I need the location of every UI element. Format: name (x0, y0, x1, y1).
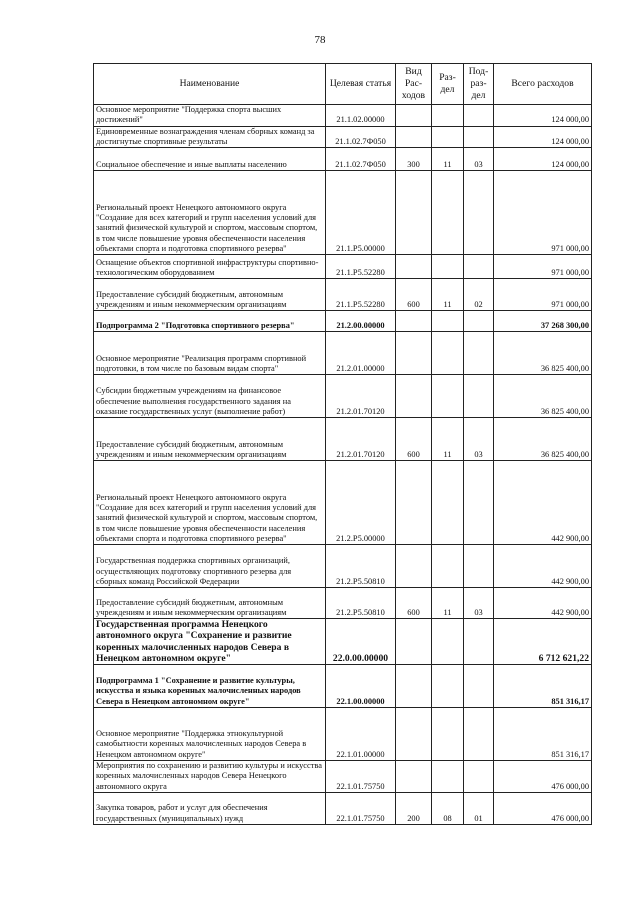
cell-subsection: 02 (464, 279, 494, 311)
cell-section: 11 (432, 588, 464, 619)
cell-subsection (464, 126, 494, 148)
header-name: Наименование (94, 64, 326, 105)
cell-target: 21.1.P5.52280 (326, 255, 396, 279)
cell-name: Подпрограмма 1 "Сохранение и развитие культуры, искусства и языка коренных малочисленных народов Севера в Ненецком автономном округе" (94, 665, 326, 708)
header-subsection: Под-раз-дел (464, 64, 494, 105)
budget-table (93, 63, 592, 825)
cell-target: 21.2.00.00000 (326, 311, 396, 332)
cell-total: 37 268 300,00 (494, 311, 592, 332)
cell-type (396, 375, 432, 418)
cell-name: Мероприятия по сохранению и развитию культуры и искусства коренных малочисленных народов Севера Ненецкого автономного округа (94, 761, 326, 793)
cell-subsection (464, 332, 494, 375)
cell-name: Предоставление субсидий бюджетным, автономным учреждениям и иным некоммерческим организациям (94, 279, 326, 311)
cell-type: 200 (396, 793, 432, 825)
cell-total: 124 000,00 (494, 105, 592, 127)
cell-total: 476 000,00 (494, 793, 592, 825)
cell-total: 442 900,00 (494, 588, 592, 619)
cell-target: 21.2.P5.50810 (326, 545, 396, 588)
table-row (94, 255, 592, 279)
table-row (94, 665, 592, 708)
cell-total: 124 000,00 (494, 148, 592, 171)
page-number: 78 (314, 34, 326, 46)
cell-target: 21.1.P5.00000 (326, 171, 396, 255)
table-row (94, 708, 592, 761)
table-row (94, 105, 592, 127)
cell-section (432, 126, 464, 148)
cell-target: 21.2.P5.50810 (326, 588, 396, 619)
table-row (94, 332, 592, 375)
cell-type (396, 105, 432, 127)
cell-section (432, 665, 464, 708)
cell-type: 300 (396, 148, 432, 171)
cell-target: 21.1.02.7Ф050 (326, 148, 396, 171)
table-row (94, 588, 592, 619)
header-type: Вид Рас-ходов (396, 64, 432, 105)
cell-total: 124 000,00 (494, 126, 592, 148)
cell-target: 21.2.01.70120 (326, 375, 396, 418)
cell-total: 6 712 621,22 (494, 619, 592, 665)
cell-section: 11 (432, 418, 464, 461)
cell-type (396, 126, 432, 148)
cell-target: 22.0.00.00000 (326, 619, 396, 665)
table-row (94, 148, 592, 171)
cell-section (432, 545, 464, 588)
cell-type: 600 (396, 418, 432, 461)
table-row (94, 793, 592, 825)
cell-target: 21.1.02.00000 (326, 105, 396, 127)
cell-subsection (464, 761, 494, 793)
cell-total: 971 000,00 (494, 171, 592, 255)
cell-total: 36 825 400,00 (494, 418, 592, 461)
table-row (94, 375, 592, 418)
cell-name: Основное мероприятие "Поддержка спорта высших достижений" (94, 105, 326, 127)
cell-section (432, 375, 464, 418)
cell-name: Предоставление субсидий бюджетным, автономным учреждениям и иным некоммерческим организациям (94, 418, 326, 461)
cell-section (432, 332, 464, 375)
cell-section (432, 461, 464, 545)
cell-section (432, 619, 464, 665)
cell-type (396, 255, 432, 279)
cell-total: 851 316,17 (494, 665, 592, 708)
cell-section (432, 761, 464, 793)
header-row (94, 64, 592, 105)
cell-subsection (464, 255, 494, 279)
cell-subsection (464, 311, 494, 332)
cell-name: Социальное обеспечение и иные выплаты населению (94, 148, 326, 171)
cell-total: 442 900,00 (494, 545, 592, 588)
cell-section: 08 (432, 793, 464, 825)
cell-subsection: 01 (464, 793, 494, 825)
cell-target: 22.1.00.00000 (326, 665, 396, 708)
header-section: Раз-дел (432, 64, 464, 105)
table-body (94, 105, 592, 825)
cell-name: Предоставление субсидий бюджетным, автономным учреждениям и иным некоммерческим организациям (94, 588, 326, 619)
cell-subsection: 03 (464, 418, 494, 461)
cell-section (432, 105, 464, 127)
cell-name: Государственная программа Ненецкого автономного округа "Сохранение и развитие коренных малочисленных народов Севера в Ненецком автономном округе" (94, 619, 326, 665)
table-row (94, 619, 592, 665)
cell-target: 22.1.01.75750 (326, 761, 396, 793)
cell-name: Закупка товаров, работ и услуг для обеспечения государственных (муниципальных) нужд (94, 793, 326, 825)
cell-section: 11 (432, 279, 464, 311)
table-row (94, 461, 592, 545)
cell-name: Субсидии бюджетным учреждениям на финансовое обеспечение выполнения государственного задания на оказание государственных услуг (выполнение работ) (94, 375, 326, 418)
cell-type (396, 311, 432, 332)
cell-target: 21.1.02.7Ф050 (326, 126, 396, 148)
cell-type (396, 332, 432, 375)
cell-name: Государственная поддержка спортивных организаций, осуществляющих подготовку спортивного резерва для сборных команд Российской Федерации (94, 545, 326, 588)
table-row (94, 126, 592, 148)
cell-type: 600 (396, 588, 432, 619)
cell-type (396, 619, 432, 665)
cell-target: 22.1.01.75750 (326, 793, 396, 825)
cell-total: 442 900,00 (494, 461, 592, 545)
table-row (94, 311, 592, 332)
cell-total: 36 825 400,00 (494, 332, 592, 375)
cell-target: 21.2.01.00000 (326, 332, 396, 375)
cell-name: Региональный проект Ненецкого автономного округа "Создание для всех категорий и групп населения условий для занятий физической культурой и спортом, массовым спортом, в том числе повышение уровня обеспеченности населения объектами спорта и подготовка спортивного резерва" (94, 461, 326, 545)
cell-type (396, 171, 432, 255)
cell-target: 21.2.P5.00000 (326, 461, 396, 545)
cell-type: 600 (396, 279, 432, 311)
cell-type (396, 708, 432, 761)
header-target: Целевая статья (326, 64, 396, 105)
cell-name: Подпрограмма 2 "Подготовка спортивного резерва" (94, 311, 326, 332)
cell-subsection (464, 375, 494, 418)
cell-total: 971 000,00 (494, 279, 592, 311)
cell-name: Оснащение объектов спортивной инфраструктуры спортивно-технологическим оборудованием (94, 255, 326, 279)
cell-type (396, 665, 432, 708)
cell-subsection: 03 (464, 588, 494, 619)
cell-subsection (464, 619, 494, 665)
cell-total: 971 000,00 (494, 255, 592, 279)
header-total: Всего расходов (494, 64, 592, 105)
cell-type (396, 461, 432, 545)
cell-subsection (464, 665, 494, 708)
cell-type (396, 545, 432, 588)
table-row (94, 171, 592, 255)
cell-section (432, 171, 464, 255)
cell-target: 21.1.P5.52280 (326, 279, 396, 311)
cell-subsection (464, 708, 494, 761)
cell-target: 22.1.01.00000 (326, 708, 396, 761)
cell-section: 11 (432, 148, 464, 171)
cell-name: Основное мероприятие "Поддержка этнокультурной самобытности коренных малочисленных народов Севера в Ненецком автономном округе" (94, 708, 326, 761)
cell-total: 851 316,17 (494, 708, 592, 761)
cell-type (396, 761, 432, 793)
cell-subsection (464, 461, 494, 545)
cell-name: Единовременные вознаграждения членам сборных команд за достигнутые спортивные результаты (94, 126, 326, 148)
cell-section (432, 311, 464, 332)
table-row (94, 279, 592, 311)
cell-total: 36 825 400,00 (494, 375, 592, 418)
cell-subsection (464, 545, 494, 588)
cell-name: Региональный проект Ненецкого автономного округа "Создание для всех категорий и групп населения условий для занятий физической культурой и спортом, массовым спортом, в том числе повышение уровня обеспеченности населения объектами спорта и подготовка спортивного резерва" (94, 171, 326, 255)
table-row (94, 418, 592, 461)
cell-subsection: 03 (464, 148, 494, 171)
cell-section (432, 255, 464, 279)
cell-total: 476 000,00 (494, 761, 592, 793)
cell-target: 21.2.01.70120 (326, 418, 396, 461)
table-row (94, 545, 592, 588)
table-row (94, 761, 592, 793)
cell-subsection (464, 105, 494, 127)
cell-name: Основное мероприятие "Реализация программ спортивной подготовки, в том числе по базовым видам спорта" (94, 332, 326, 375)
cell-section (432, 708, 464, 761)
cell-subsection (464, 171, 494, 255)
